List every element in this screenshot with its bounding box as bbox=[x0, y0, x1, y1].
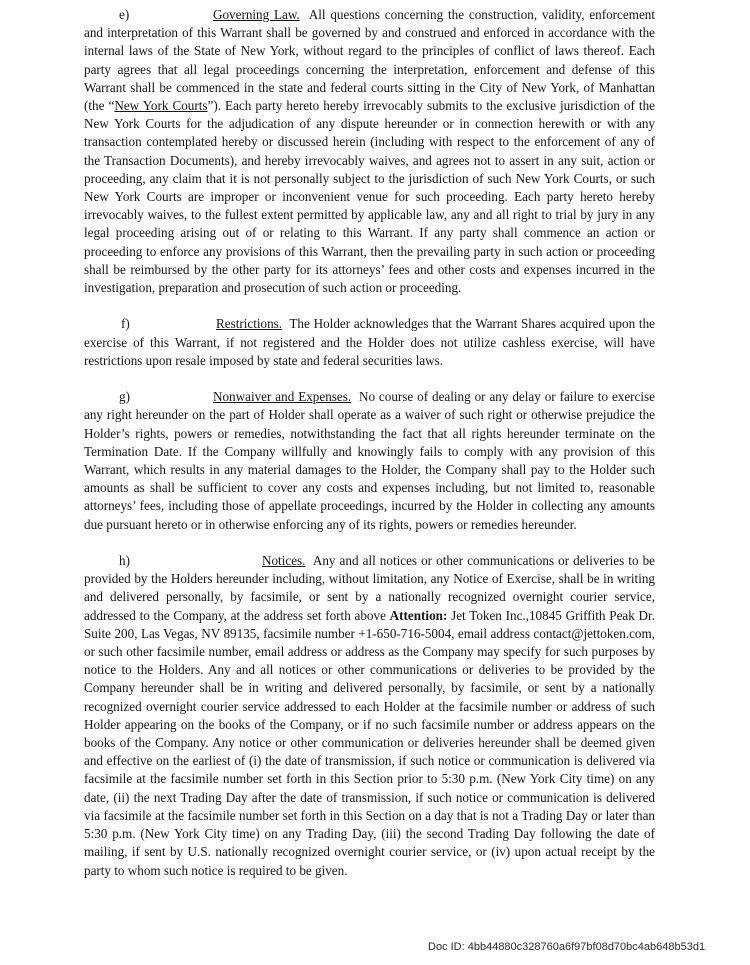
section-text: Jet Token Inc.,10845 Griffith Peak Dr. Suite 200, Las Vegas, NV 89135, facsimile number +1-650-716-5004, email address contact@jettoken.com, or such other facsimile number, email address or address as the Company may specify for such purposes by notice to the Holders. Any and all notices or other communications or deliveries to be provided by the Company hereunder shall be in writing and delivered personally, by facsimile, or sent by a nationally recognized overnight courier service addressed to each Holder at the facsimile number or address of such Holder appearing on the books of the Company, or if no such facsimile number or address appears on the books of the Company. Any notice or other communication or deliveries hereunder shall be deemed given and effective on the earliest of (i) the date of transmission, if such notice or communication is delivered via facsimile at the facsimile number set forth in this Section prior to 5:30 p.m. (New York City time) on any date, (ii) the next Trading Day after the date of transmission, if such notice or communication is delivered via facsimile at the facsimile number set forth in this Section on a day that is not a Trading Day or later than 5:30 p.m. (New York City time) on any Trading Day, (iii) the second Trading Day following the date of mailing, if sent by U.S. nationally recognized overnight courier service, or (iv) upon actual receipt by the party to whom such notice is required to be given. bbox=[84, 607, 655, 878]
section-label: f) bbox=[121, 316, 130, 332]
section-heading: Restrictions. bbox=[216, 316, 283, 332]
section-restrictions bbox=[84, 315, 655, 370]
doc-id-footer: Doc ID: 4bb44880c328760a6f97bf08d70bc4ab648b53d1 bbox=[428, 941, 706, 953]
section-label: h) bbox=[119, 553, 130, 569]
section-heading: Nonwaiver and Expenses. bbox=[213, 389, 352, 405]
section-label: e) bbox=[119, 7, 130, 22]
section-heading: Notices. bbox=[262, 553, 306, 569]
document-body bbox=[84, 6, 655, 898]
section-text: Any and all notices or other communications or deliveries to be provided by the Holders hereunder including, without limitation, any Notice of Exercise, shall be in writing and delivered personally, by facsimile, or sent by a nationally recognized overnight courier service, addressed to the Company, at the address set forth above bbox=[84, 553, 655, 623]
section-text: ”). Each party hereto hereby irrevocably submits to the exclusive jurisdiction of the New York Courts for the adjudication of any dispute hereunder or in connection herewith or with any transaction contemplated hereby or discussed herein (including with respect to the enforcement of any of the Transaction Documents), and hereby irrevocably waives, and agrees not to assert in any suit, action or proceeding, any claim that it is not personally subject to the jurisdiction of such New York Courts, or such New York Courts are improper or inconvenient venue for such proceeding. Each party hereto hereby irrevocably waives, to the fullest extent permitted by applicable law, any and all right to trial by jury in any legal proceeding arising out of or relating to this Warrant. If any party shall commence an action or proceeding to enforce any provisions of this Warrant, then the prevailing party in such action or proceeding shall be reimbursed by the other party for its attorneys’ fees and other costs and expenses incurred in the investigation, preparation and prosecution of such action or proceeding. bbox=[84, 98, 655, 296]
section-heading: Governing Law. bbox=[213, 7, 300, 22]
section-notices bbox=[84, 552, 655, 880]
attention-label: Attention: bbox=[389, 607, 448, 623]
section-label: g) bbox=[119, 389, 130, 405]
section-text: No course of dealing or any delay or failure to exercise any right hereunder on the part of Holder shall operate as a waiver of such right or otherwise prejudice the Holder’s rights, powers or remedies, notwithstanding the fact that all rights hereunder terminate on the Termination Date. If the Company willfully and knowingly fails to comply with any provision of this Warrant, which results in any material damages to the Holder, the Company shall pay to the Holder such amounts as shall be sufficient to cover any costs and expenses including, but not limited to, reasonable attorneys’ fees, including those of appellate proceedings, incurred by the Holder in collecting any amounts due pursuant hereto or in otherwise enforcing any of its rights, powers or remedies hereunder. bbox=[84, 389, 655, 532]
defined-term: New York Courts bbox=[114, 98, 208, 114]
section-governing-law bbox=[84, 6, 655, 297]
section-nonwaiver bbox=[84, 388, 655, 534]
section-text: All questions concerning the construction, validity, enforcement and interpretation of this Warrant shall be governed by and construed and enforced in accordance with the internal laws of the State of New York, without regard to the principles of conflict of laws thereof. Each party agrees that all legal proceedings concerning the interpretation, enforcement and defense of this Warrant shall be commenced in the state and federal courts sitting in the City of New York, of Manhattan (the “ bbox=[84, 7, 655, 114]
section-text: The Holder acknowledges that the Warrant Shares acquired upon the exercise of this Warrant, if not registered and the Holder does not utilize cashless exercise, will have restrictions upon resale imposed by state and federal securities laws. bbox=[84, 316, 655, 368]
